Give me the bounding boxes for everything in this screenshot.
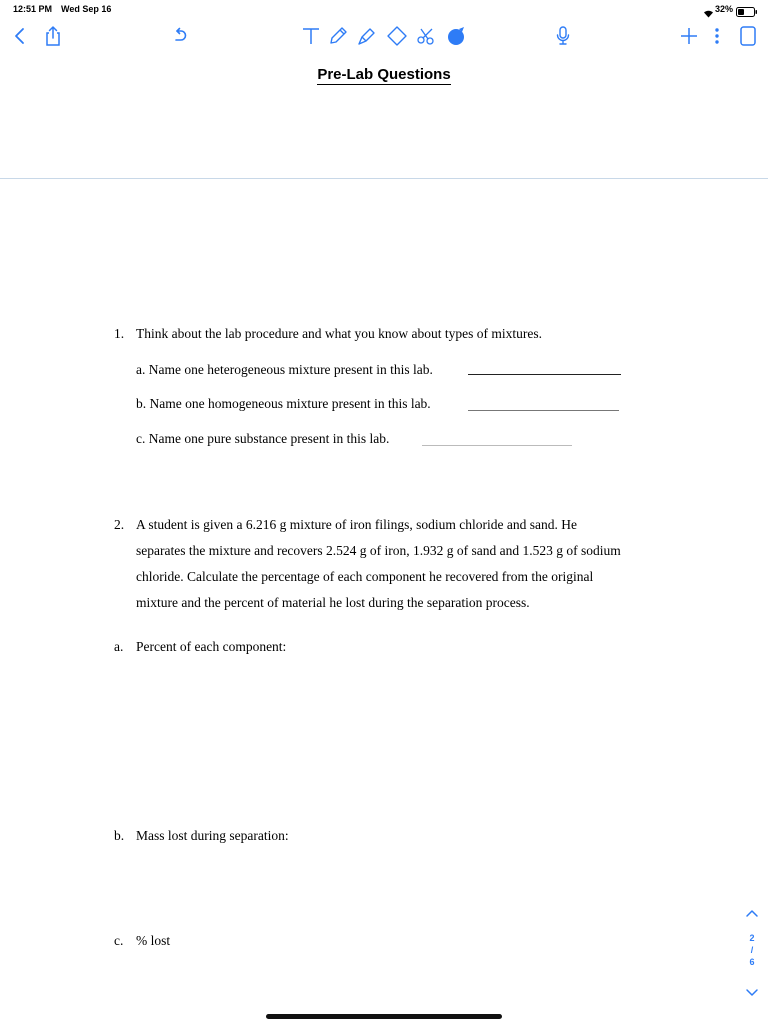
scissors-icon[interactable] (414, 24, 438, 48)
question-1-number: 1. (114, 326, 125, 341)
question-1-text: Think about the lab procedure and what you know about types of mixtures. (136, 326, 543, 341)
question-2a-text: Percent of each component: (136, 639, 287, 654)
page-title: Pre-Lab Questions (317, 66, 451, 83)
question-2c-text: % lost (136, 933, 171, 948)
question-2a-label: a. (114, 639, 124, 654)
chevron-up-icon[interactable] (745, 905, 759, 923)
share-icon[interactable] (41, 24, 65, 48)
status-date: Wed Sep 16 (61, 4, 112, 14)
undo-icon[interactable] (168, 24, 192, 48)
chevron-down-icon[interactable] (745, 985, 759, 1003)
question-2b-text: Mass lost during separation: (136, 828, 289, 843)
more-icon[interactable] (705, 24, 729, 48)
text-tool-icon[interactable] (299, 24, 323, 48)
highlighter-icon[interactable] (355, 24, 379, 48)
pen-icon[interactable] (326, 24, 350, 48)
answer-line-1b[interactable] (468, 410, 619, 411)
question-1b: b. Name one homogeneous mixture present in this lab. (136, 396, 431, 411)
microphone-icon[interactable] (551, 24, 575, 48)
question-2c-label: c. (114, 933, 124, 948)
add-icon[interactable] (677, 24, 701, 48)
back-icon[interactable] (8, 24, 32, 48)
status-time: 12:51 PM (13, 4, 53, 14)
question-1a: a. Name one heterogeneous mixture present in this lab. (136, 362, 433, 377)
question-2-line-2: separates the mixture and recovers 2.524 g of iron, 1.932 g of sand and 1.523 g of sodium (136, 543, 621, 558)
battery-percentage: 32% (715, 4, 734, 14)
status-bar (0, 0, 768, 20)
page-divider (0, 178, 768, 179)
page-view-icon[interactable] (736, 24, 760, 48)
answer-line-1c[interactable] (422, 445, 572, 446)
question-2-number: 2. (114, 517, 125, 532)
question-2b-label: b. (114, 828, 125, 843)
answer-line-1a[interactable] (468, 374, 621, 375)
question-2-line-4: mixture and the percent of material he lost during the separation process. (136, 595, 530, 610)
eraser-icon[interactable] (385, 24, 409, 48)
page-indicator (742, 932, 762, 968)
current-page: 2 (749, 933, 755, 943)
question-2-line-1: A student is given a 6.216 g mixture of iron filings, sodium chloride and sand. He (136, 517, 577, 532)
toolbar (0, 20, 768, 53)
home-indicator[interactable] (266, 1014, 502, 1019)
page-navigator (742, 905, 762, 997)
page-separator: / (750, 945, 754, 955)
total-pages: 6 (749, 957, 755, 967)
question-2-line-3: chloride. Calculate the percentage of each component he recovered from the original (136, 569, 594, 584)
question-1c: c. Name one pure substance present in this lab. (136, 431, 390, 446)
color-icon[interactable] (444, 24, 468, 48)
